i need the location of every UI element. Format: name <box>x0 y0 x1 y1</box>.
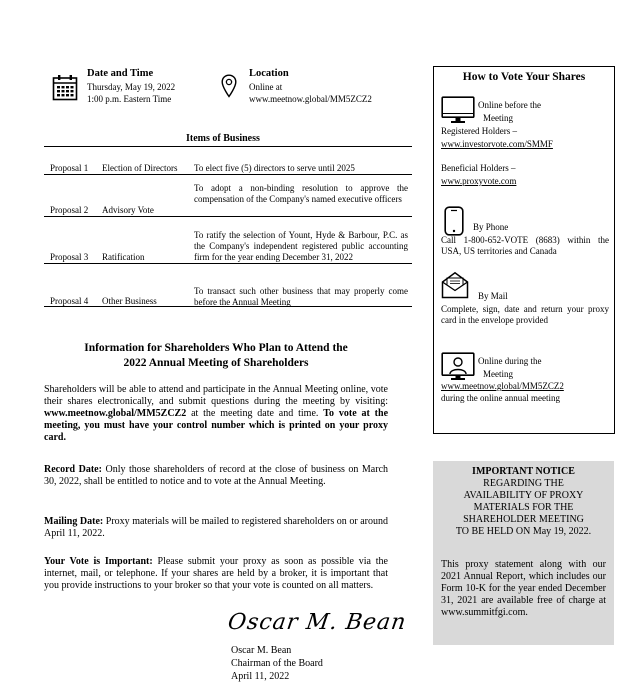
signer-name: Oscar M. Bean <box>231 645 292 656</box>
registered-holders-link[interactable]: www.investorvote.com/SMMF <box>441 139 553 149</box>
control-number-note: To vote at the meeting, you must have your control number which is printed on your proxy card. <box>44 408 389 443</box>
proposal-name: Ratification <box>102 252 145 262</box>
proposal-number: Proposal 3 <box>50 252 89 262</box>
online-during-text: during the online annual meeting <box>441 393 560 403</box>
beneficial-holders-label: Beneficial Holders – <box>441 163 516 173</box>
proposal-description: To transact such other business that may properly come before the Annual Meeting <box>194 286 408 307</box>
meeting-url[interactable]: www.meetnow.global/MM5ZCZ2 <box>44 408 187 419</box>
signer-title: Chairman of the Board <box>231 658 323 669</box>
location-heading: Location <box>249 68 289 79</box>
registered-holders-label: Registered Holders – <box>441 126 517 136</box>
location-url[interactable]: www.meetnow.global/MM5ZCZ2 <box>249 94 372 104</box>
items-title: Items of Business <box>186 133 260 144</box>
info-paragraph: Shareholders will be able to attend and participate in the Annual Meeting online, vote their shares electronically, and submit questions during the meeting by visiting: www.meetnow.global/MM5ZCZ2 at the meeting date and time. To vote at the meeting, you must have your control number which is printed on your proxy card. <box>44 384 389 443</box>
online-before-label: Online before the <box>478 100 541 110</box>
location-pin-icon <box>221 74 237 98</box>
online-before-label-2: Meeting <box>483 113 513 123</box>
meeting-date: Thursday, May 19, 2022 <box>87 82 176 92</box>
proposal-number: Proposal 2 <box>50 205 89 215</box>
notice-heading: IMPORTANT NOTICE REGARDING THE AVAILABILITY OF PROXY MATERIALS FOR THE SHAREHOLDER MEETING TO BE HELD ON May 19, 2022. <box>455 466 592 537</box>
phone-text: Call 1-800-652-VOTE (8683) within the USA, US territories and Canada <box>441 235 609 256</box>
proposal-name: Other Business <box>102 296 157 306</box>
signature-date: April 11, 2022 <box>231 671 290 682</box>
online-during-label: Online during the <box>478 356 542 366</box>
vote-important-paragraph: Your Vote is Important: Please submit your proxy as soon as possible via the internet, mail, or telephone. If your shares are held by a broker, it is important that you provide instructions to your broker so that your vote is counted on all matters. <box>44 556 388 591</box>
online-during-label-2: Meeting <box>483 369 513 379</box>
record-date-paragraph: Record Date: Only those shareholders of record at the close of business on March 30, 2022, shall be entitled to notice and to vote at the Annual Meeting. <box>44 464 389 487</box>
date-heading: Date and Time <box>87 68 154 79</box>
proposal-number: Proposal 1 <box>50 163 89 173</box>
online-during-link[interactable]: www.meetnow.global/MM5ZCZ2 <box>441 381 564 391</box>
proposal-name: Advisory Vote <box>102 205 154 215</box>
mail-text: Complete, sign, date and return your proxy card in the envelope provided <box>441 304 609 325</box>
phone-icon <box>444 206 464 236</box>
monitor-icon <box>441 96 475 124</box>
envelope-icon <box>441 271 469 299</box>
beneficial-holders-link[interactable]: www.proxyvote.com <box>441 176 517 186</box>
notice-body: This proxy statement along with our 2021 Annual Report, which includes our Form 10-K for the year ended December 31, 2021 are available free of charge at www.summitfgi.com. <box>441 559 606 618</box>
info-heading: Information for Shareholders Who Plan to Attend the 2022 Annual Meeting of Shareholders <box>84 342 348 369</box>
proposal-description: To adopt a non-binding resolution to approve the compensation of the Company's named executive officers <box>194 183 408 204</box>
online-meeting-icon <box>441 352 475 382</box>
mailing-date-paragraph: Mailing Date: Proxy materials will be mailed to registered shareholders on or around April 11, 2022. <box>44 516 388 539</box>
proposal-description: To elect five (5) directors to serve until 2025 <box>194 163 355 173</box>
proposal-description: To ratify the selection of Yount, Hyde & Barbour, P.C. as the Company's independent registered public accounting firm for the year ending December 31, 2022 <box>194 230 408 262</box>
proposal-name: Election of Directors <box>102 163 178 173</box>
signature: Oscar M. Bean <box>226 610 409 635</box>
location-line: Online at <box>249 82 283 92</box>
proposal-number: Proposal 4 <box>50 296 89 306</box>
how-to-vote-title: How to Vote Your Shares <box>462 71 586 83</box>
meeting-time: 1:00 p.m. Eastern Time <box>87 94 172 104</box>
calendar-icon <box>52 74 78 101</box>
mail-label: By Mail <box>478 291 508 301</box>
phone-label: By Phone <box>473 222 509 232</box>
